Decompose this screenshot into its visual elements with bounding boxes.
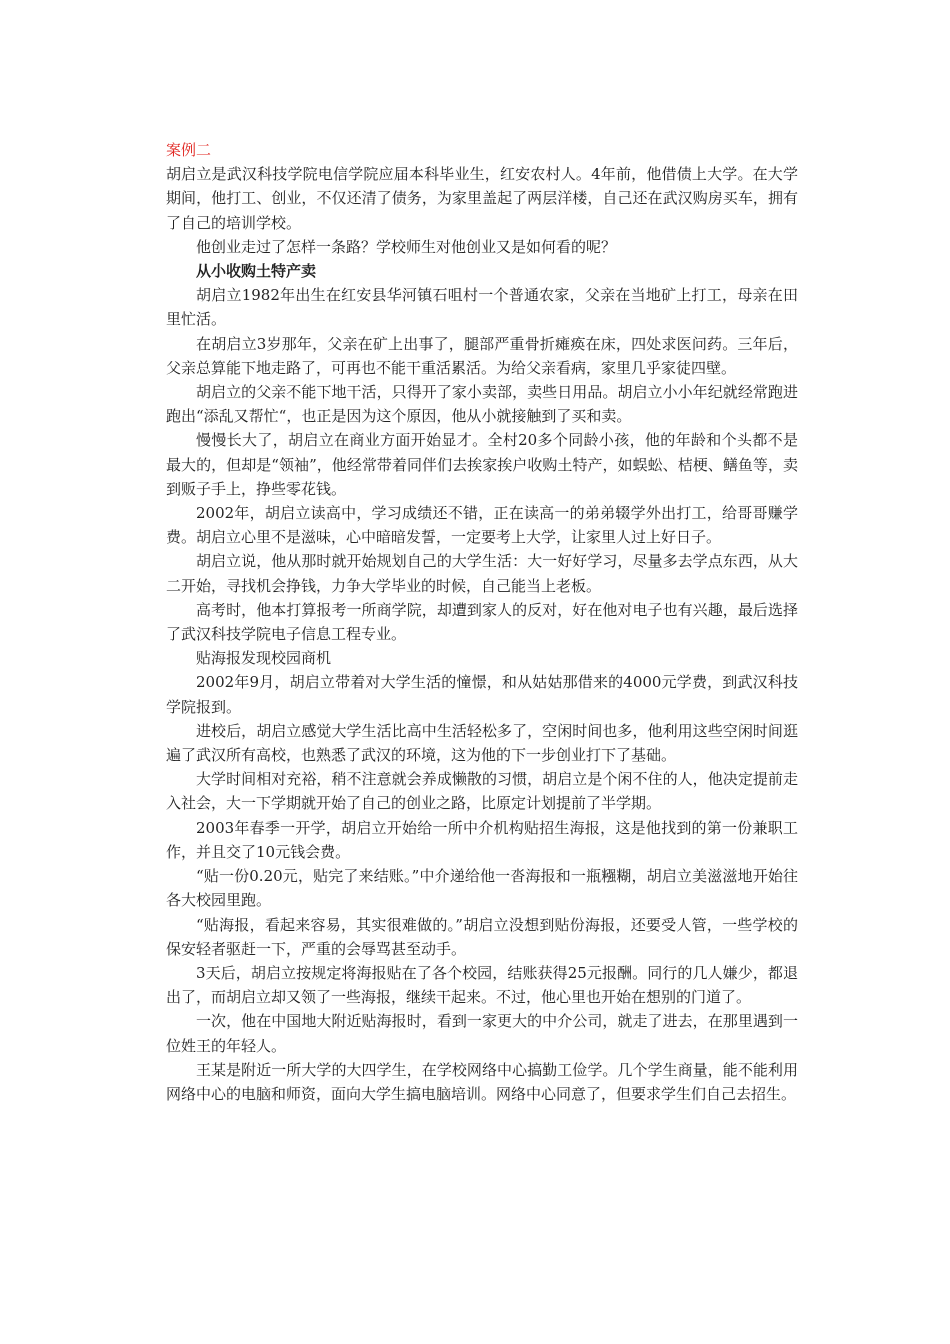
paragraph: 高考时，他本打算报考一所商学院，却遭到家人的反对，好在他对电子也有兴趣，最后选择了武汉科技学院电子信息工程专业。 [166, 600, 798, 644]
document-page [166, 138, 798, 1106]
paragraph: 2003年春季一开学，胡启立开始给一所中介机构贴招生海报，这是他找到的第一份兼职工作，并且交了10元钱会费。 [166, 818, 798, 861]
paragraph: 2002年9月，胡启立带着对大学生活的憧憬，和从姑姑那借来的4000元学费，到武汉科技学院报到。 [166, 673, 798, 716]
paragraph: 3天后，胡启立按规定将海报贴在了各个校园，结账获得25元报酬。同行的几人嫌少，都退出了，而胡启立却又领了一些海报，继续干起来。不过，他心里也开始在想别的门道了。 [166, 963, 798, 1007]
paragraph: 慢慢长大了，胡启立在商业方面开始显才。全村20多个同龄小孩，他的年龄和个头都不是最大的，但却是“领袖”，他经常带着同伴们去挨家挨户收购土特产，如蜈蚣、桔梗、鳝鱼等，卖到贩子手上，挣些零花钱。 [166, 431, 798, 498]
paragraph: “贴一份0.20元，贴完了来结账。”中介递给他一沓海报和一瓶糨糊，胡启立美滋滋地开始往各大校园里跑。 [166, 867, 798, 910]
paragraph: “贴海报，看起来容易，其实很难做的。”胡启立没想到贴份海报，还要受人管，一些学校的保安轻者驱赶一下，严重的会辱骂甚至动手。 [166, 915, 798, 958]
paragraph: 进校后，胡启立感觉大学生活比高中生活轻松多了，空闲时间也多，他利用这些空闲时间逛遍了武汉所有高校，也熟悉了武汉的环境，这为他的下一步创业打下了基础。 [166, 721, 798, 765]
intro-paragraph: 胡启立是武汉科技学院电信学院应届本科毕业生，红安农村人。4年前，他借债上大学。在大学期间，他打工、创业，不仅还清了债务，为家里盖起了两层洋楼，自己还在武汉购房买车，拥有了自己的培训学校。 [166, 165, 798, 232]
section1-title: 从小收购土特产卖 [196, 262, 317, 281]
paragraph: 2002年，胡启立读高中，学习成绩还不错，正在读高一的弟弟辍学外出打工，给哥哥赚学费。胡启立心里不是滋味，心中暗暗发誓，一定要考上大学，让家里人过上好日子。 [166, 504, 798, 547]
paragraph: 胡启立的父亲不能下地干活，只得开了家小卖部，卖些日用品。胡启立小小年纪就经常跑进跑出“添乱又帮忙“，也正是因为这个原因，他从小就接触到了买和卖。 [166, 383, 798, 426]
paragraph: 胡启立1982年出生在红安县华河镇石咀村一个普通农家，父亲在当地矿上打工，母亲在田里忙活。 [166, 286, 798, 329]
section2-title: 贴海报发现校园商机 [196, 649, 332, 668]
paragraph: 大学时间相对充裕，稍不注意就会养成懒散的习惯，胡启立是个闲不住的人，他决定提前走入社会，大一下学期就开始了自己的创业之路，比原定计划提前了半学期。 [166, 770, 798, 813]
paragraph: 王某是附近一所大学的大四学生，在学校网络中心搞勤工俭学。几个学生商量，能不能利用网络中心的电脑和师资，面向大学生搞电脑培训。网络中心同意了，但要求学生们自己去招生。 [166, 1060, 798, 1103]
paragraph: 在胡启立3岁那年，父亲在矿上出事了，腿部严重骨折瘫痪在床，四处求医问药。三年后，父亲总算能下地走路了，可再也不能干重活累活。为给父亲看病，家里几乎家徒四壁。 [166, 334, 798, 377]
case-title: 案例二 [166, 141, 212, 159]
paragraph: 胡启立说，他从那时就开始规划自己的大学生活：大一好好学习，尽量多去学点东西，从大二开始，寻找机会挣钱，力争大学毕业的时候，自己能当上老板。 [166, 552, 798, 595]
paragraph: 一次，他在中国地大附近贴海报时，看到一家更大的中介公司，就走了进去，在那里遇到一位姓王的年轻人。 [166, 1012, 798, 1055]
question-paragraph: 他创业走过了怎样一条路？学校师生对他创业又是如何看的呢？ [196, 237, 617, 256]
